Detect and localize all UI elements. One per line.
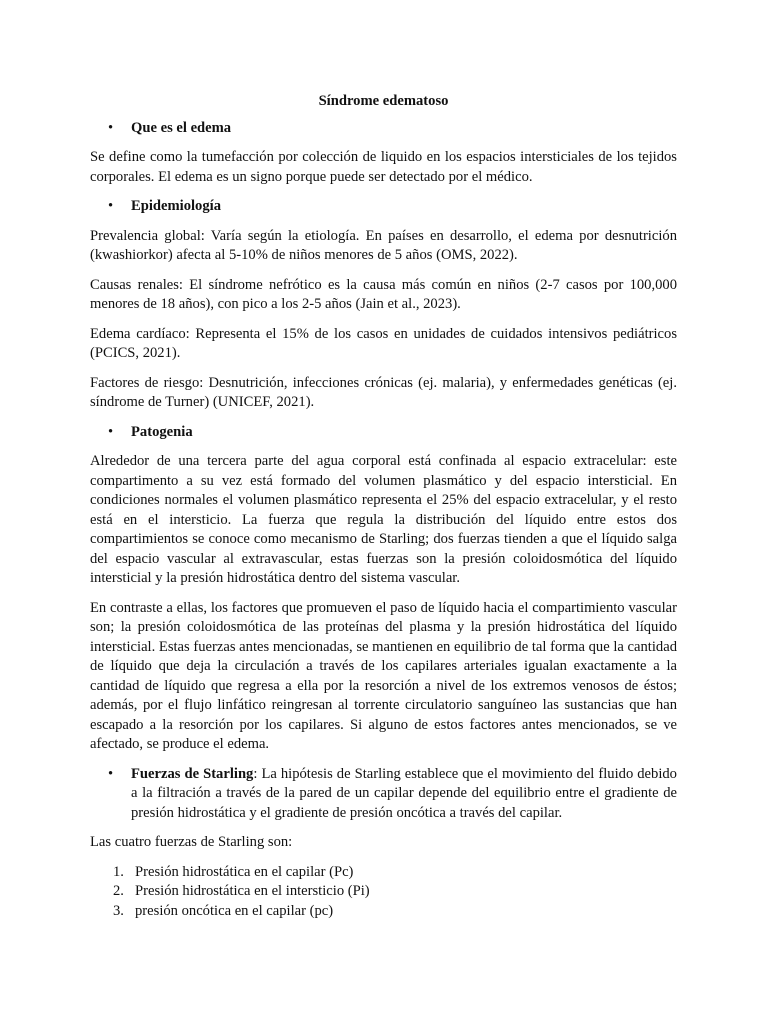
list-number: 2. bbox=[113, 883, 124, 899]
list-item bbox=[113, 863, 677, 883]
bullet-icon: • bbox=[108, 765, 114, 782]
list-text: Presión hidrostática en el capilar (Pc) bbox=[135, 863, 354, 880]
list-number: 3. bbox=[113, 902, 124, 919]
list-text: presión oncótica en el capilar (pc) bbox=[135, 902, 334, 919]
heading-text: Que es el edema bbox=[131, 119, 232, 136]
heading-patogenia bbox=[90, 423, 677, 443]
document-title: Síndrome edematoso bbox=[318, 93, 449, 109]
document-page bbox=[90, 92, 677, 921]
bullet-icon: • bbox=[108, 198, 114, 214]
paragraph-forces-intro: Las cuatro fuerzas de Starling son: bbox=[90, 834, 293, 850]
forces-list bbox=[90, 863, 677, 922]
bullet-icon: • bbox=[108, 119, 114, 136]
heading-que-es-el-edema bbox=[90, 119, 677, 139]
bullet-fuerzas-starling bbox=[90, 765, 677, 824]
list-item bbox=[113, 902, 677, 922]
starling-lead: Fuerzas de Starling bbox=[131, 765, 254, 782]
heading-epidemiologia bbox=[90, 197, 677, 217]
bullet-icon: • bbox=[108, 423, 114, 440]
starling-text: : La hipótesis de Starling establece que el movimiento del fluido debido a la filtración a través de la pared de un capilar depende del equilibrio entre el gradiente de presión hidrostática y el gradiente de presión oncótica a través del capilar. bbox=[131, 765, 677, 821]
paragraph-edema-definition: Se define como la tumefacción por colección de liquido en los espacios intersticiales de los tejidos corporales. El edema es un signo porque puede ser detectado por el médico. bbox=[90, 149, 677, 185]
list-number: 1. bbox=[113, 863, 124, 880]
paragraph-factores-riesgo: Factores de riesgo: Desnutrición, infecciones crónicas (ej. malaria), y enfermedades genéticas (ej. síndrome de Turner) (UNICEF, 2021). bbox=[90, 374, 677, 410]
paragraph-edema-cardiaco: Edema cardíaco: Representa el 15% de los casos en unidades de cuidados intensivos pediátricos (PCICS, 2021). bbox=[90, 325, 677, 361]
list-item bbox=[113, 882, 677, 902]
paragraph-patogenia-2: En contraste a ellas, los factores que promueven el paso de líquido hacia el compartimiento vascular son; la presión coloidosmótica de las proteínas del plasma y la presión hidrostática del líquido intersticial. Estas fuerzas antes mencionadas, se mantienen en equilibrio de tal forma que la cantidad de líquido que deja la circulación a través de los capilares arteriales igualan exactamente a la cantidad de líquido que regresa a ella por la resorción a nivel de los extremos venosos de éstos; además, por el flujo linfático reingresan al torrente circulatorio sanguíneo las sustancias que han escapado a la resorción por los capilares. Si alguno de estos factores antes mencionados, se ve afectado, se produce el edema. bbox=[90, 599, 677, 752]
list-text: Presión hidrostática en el intersticio (Pi) bbox=[135, 883, 370, 899]
paragraph-prevalencia: Prevalencia global: Varía según la etiología. En países en desarrollo, el edema por desnutrición (kwashiorkor) afecta al 5-10% de niños menores de 5 años (OMS, 2022). bbox=[90, 227, 677, 263]
paragraph-patogenia-1: Alrededor de una tercera parte del agua corporal está confinada al espacio extracelular: este compartimento a su vez está formado del volumen plasmático y del espacio intersticial. En condiciones normales el volumen plasmático representa el 25% del espacio extracelular, y el resto está en el intersticio. La fuerza que regula la distribución del líquido entre estos dos compartimientos se conoce como mecanismo de Starling; dos fuerzas tienden a que el líquido salga del espacio vascular al extravascular, estas fuerzas son la presión coloidosmótica del líquido intersticial y la presión hidrostática dentro del sistema vascular. bbox=[90, 453, 677, 586]
heading-text: Epidemiología bbox=[131, 198, 222, 214]
paragraph-causas-renales: Causas renales: El síndrome nefrótico es la causa más común en niños (2-7 casos por 100,000 menores de 18 años), con pico a los 2-5 años (Jain et al., 2023). bbox=[90, 276, 677, 312]
heading-text: Patogenia bbox=[131, 423, 193, 440]
